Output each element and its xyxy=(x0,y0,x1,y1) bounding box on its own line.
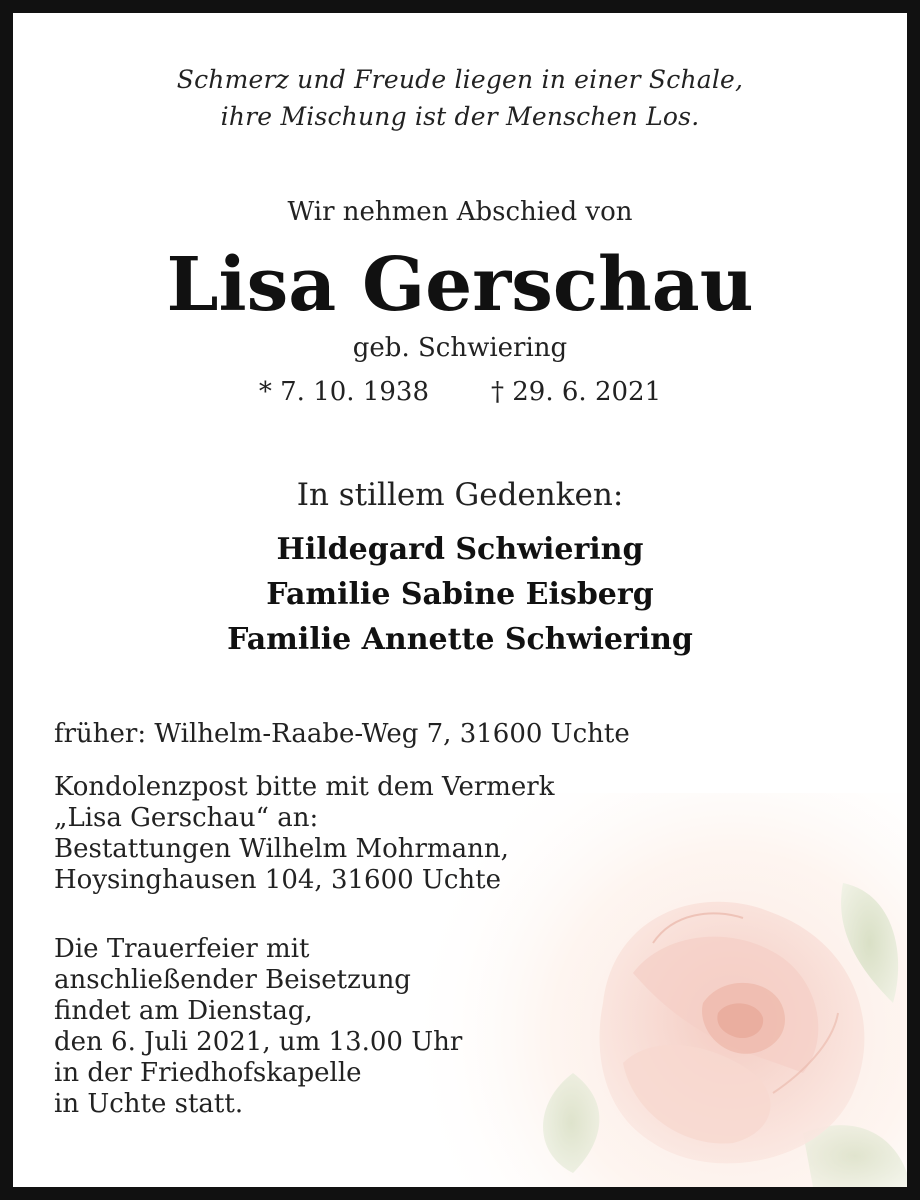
funeral-info xyxy=(54,934,462,1120)
funeral-line: in Uchte statt. xyxy=(54,1089,244,1119)
mourners-list xyxy=(13,527,907,662)
motto-line: Schmerz und Freude liegen in einer Schale, xyxy=(176,65,744,94)
birth-name: geb. Schwiering xyxy=(352,333,568,363)
condolence-line: Kondolenzpost bitte mit dem Vermerk xyxy=(54,772,555,802)
death-date: † 29. 6. 2021 xyxy=(491,377,662,407)
remembrance-heading: In stillem Gedenken: xyxy=(296,477,624,513)
funeral-line: Die Trauerfeier mit xyxy=(54,934,310,964)
motto-line: ihre Mischung ist der Menschen Los. xyxy=(220,102,700,131)
condolence-line: „Lisa Gerschau“ an: xyxy=(54,803,319,833)
mourner-name: Familie Sabine Eisberg xyxy=(266,577,654,612)
condolence-line: Bestattungen Wilhelm Mohrmann, xyxy=(54,834,509,864)
funeral-line: in der Friedhofskapelle xyxy=(54,1058,362,1088)
condolence-line: Hoysinghausen 104, 31600 Uchte xyxy=(54,865,501,895)
motto-verse xyxy=(13,61,907,135)
deceased-name: Lisa Gerschau xyxy=(166,242,754,328)
mourner-name: Familie Annette Schwiering xyxy=(227,622,693,657)
birth-date: * 7. 10. 1938 xyxy=(258,377,429,407)
former-address: früher: Wilhelm-Raabe-Weg 7, 31600 Uchte xyxy=(54,719,630,749)
funeral-line: anschließender Beisetzung xyxy=(54,965,411,995)
condolence-info xyxy=(54,772,555,896)
funeral-line: findet am Dienstag, xyxy=(54,996,313,1026)
mourner-name: Hildegard Schwiering xyxy=(276,532,644,567)
funeral-line: den 6. Juli 2021, um 13.00 Uhr xyxy=(54,1027,463,1057)
intro-text: Wir nehmen Abschied von xyxy=(287,197,633,227)
life-dates xyxy=(13,377,907,407)
